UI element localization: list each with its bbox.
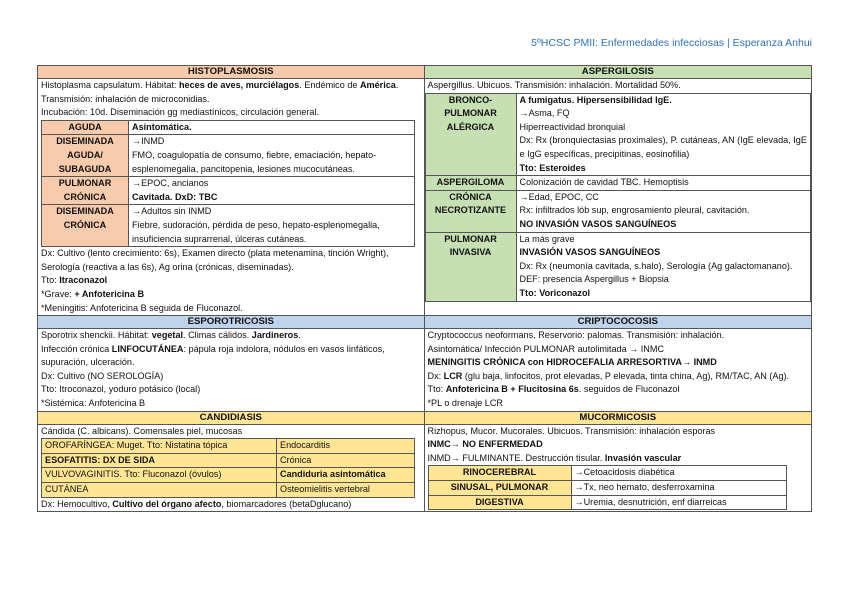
histoplasmosis-forms-table [41, 120, 415, 247]
table-row [428, 495, 786, 510]
candidiasis-systemic-form: Osteomielitis vertebral [277, 483, 415, 498]
form-label: DISEMINADA AGUDA/ SUBAGUDA [42, 135, 129, 177]
candidiasis-dx: Dx: Hemocultivo, Cultivo del órgano afecto, biomarcadores (betaDglucano) [41, 498, 352, 509]
form-label: AGUDA [42, 120, 129, 135]
form-desc: Colonización de cavidad TBC. Hemoptisis [516, 176, 811, 191]
table-row [428, 466, 786, 481]
table-row [425, 176, 811, 191]
form-desc: →EPOC, ancianos Cavitada. DxD: TBC [129, 177, 415, 205]
histoplasmosis-section [37, 65, 425, 316]
histoplasmosis-dx: Dx: Cultivo (lento crecimiento: 6s), Examen directo (plata metenamina, tinción Wright), Serología (reactiva a las 6s), Ag orina (crónicas, diseminadas). Tto: Itraconazol *Grave: + Anfotericina B *Meningitis: Anfotericina B seguida de Fluconazol. [41, 248, 389, 313]
mucormicosis-section [425, 412, 813, 513]
table-row [42, 177, 415, 205]
table-row [425, 232, 811, 301]
candidiasis-systemic-form: Endocarditis [277, 439, 415, 454]
form-desc: A fumigatus. Hipersensibilidad IgE. →Asma, FQ Hiperreactividad bronquial Dx: Rx (bronquiectasias proximales), P. cutáneas, AN (IgE elevada, IgE e IgG específicas, precipitinas, eosinofilia) Tto: Esteroides [516, 93, 811, 176]
table-row [42, 453, 415, 468]
form-label: RINOCEREBRAL [428, 466, 571, 481]
candidiasis-local-form: VULVOVAGINITIS. Tto: Fluconazol (óvulos) [42, 468, 277, 483]
criptococosis-body: Cryptococcus neoformans. Reservorio: palomas. Transmisión: inhalación. Asintomática/ Infección PULMONAR autolimitada → INMC MENINGITIS CRÓNICA con HIDROCEFALIA ARRESORTIVA→ INMD Dx: LCR (glu baja, linfocitos, prot elevadas, P elevada, tinta china, Ag), RM/TAC, AN (Ag). Tto: Anfotericina B + Flucitosina 6s. seguidos de Fluconazol *PL o drenaje LCR [427, 330, 790, 409]
table-row [425, 190, 811, 232]
aspergilosis-intro: Aspergillus. Ubicuos. Transmisión: inhalación. Mortalidad 50%. [427, 80, 681, 90]
candidiasis-local-form: CUTÁNEA [42, 483, 277, 498]
form-desc: →Tx, neo hemato, desferroxamina [571, 481, 786, 496]
candidiasis-local-form: OROFARÍNGEA: Muget. Tto: Nistatina tópica [42, 439, 277, 454]
form-desc: La más grave INVASIÓN VASOS SANGUÍNEOS Dx: Rx (neumonía cavitada, s.halo), Serología (Ag galactomanano). DEF: presencia Aspergillus + Biopsia Tto: Voriconazol [516, 232, 811, 301]
form-desc: →Adultos sin INMD Fiebre, sudoración, pérdida de peso, hepato-esplenomegalia, insuficiencia suprarrenal, úlceras cutáneas. [129, 205, 415, 247]
histoplasmosis-title: HISTOPLASMOSIS [38, 66, 424, 79]
candidiasis-systemic-form: Candiduria asintomática [277, 468, 415, 483]
form-label: PULMONAR INVASIVA [425, 232, 516, 301]
form-label: DIGESTIVA [428, 495, 571, 510]
criptococosis-section [425, 316, 813, 412]
form-label: SINUSAL, PULMONAR [428, 481, 571, 496]
table-row [42, 205, 415, 247]
table-row [425, 93, 811, 176]
criptococosis-title: CRIPTOCOCOSIS [425, 316, 812, 329]
aspergilosis-section [425, 65, 813, 316]
form-desc: →INMD FMO, coagulopatía de consumo, fiebre, emaciación, hepato-esplenomegalia, pancitopenia, lesiones mucocutáneas. [129, 135, 415, 177]
form-label: ASPERGILOMA [425, 176, 516, 191]
form-desc: Asintomática. [129, 120, 415, 135]
esporotricosis-section [37, 316, 425, 412]
esporotricosis-body: Sporotrix shenckii. Hábitat: vegetal. Climas cálidos. Jardineros. Infección crónica LINFOCUTÁNEA: pápula roja indolora, nódulos en vasos linfáticos, supuración, ulceración. Dx: Cultivo (NO SEROLOGÍA) Tto: Itroconazol, yoduro potásico (local) *Sistémica: Anfotericina B [41, 330, 385, 409]
form-desc: →Edad, EPOC, CC Rx: infiltrados lób sup, engrosamiento pleural, cavitación. NO INVASIÓN VASOS SANGUÍNEOS [516, 190, 811, 232]
histoplasmosis-intro: Histoplasma capsulatum. Hábitat: heces de aves, murciélagos. Endémico de América. Transmisión: inhalación de microconidias. Incubación: 10d. Diseminación gg mediastínicos, circulación general. [41, 80, 399, 118]
mucormicosis-title: MUCORMICOSIS [425, 412, 812, 425]
esporotricosis-title: ESPOROTRICOSIS [38, 316, 424, 329]
aspergilosis-forms-table [425, 93, 812, 302]
mucormicosis-forms-table [428, 465, 787, 510]
candidiasis-section [37, 412, 425, 513]
document-header: 5ºHCSC PMII: Enfermedades infecciosas | Esperanza Anhui [531, 37, 812, 49]
mucormicosis-body: Rizhopus, Mucor. Mucorales. Ubicuos. Transmisión: inhalación esporas INMC→ NO ENFERMEDAD INMD→ FULMINANTE. Destrucción tisular. Invasión vascular [427, 425, 716, 463]
table-row [42, 120, 415, 135]
candidiasis-forms-table [41, 438, 415, 497]
candidiasis-local-form: ESOFATITIS: DX DE SIDA [42, 453, 277, 468]
form-label: CRÓNICA NECROTIZANTE [425, 190, 516, 232]
aspergilosis-title: ASPERGILOSIS [425, 66, 812, 79]
table-row [42, 135, 415, 177]
candidiasis-intro: Cándida (C. albicans). Comensales piel, mucosas [41, 425, 243, 436]
form-label: BRONCO-PULMONAR ALÉRGICA [425, 93, 516, 176]
candidiasis-title: CANDIDIASIS [38, 412, 424, 425]
table-row [42, 439, 415, 454]
candidiasis-systemic-form: Crónica [277, 453, 415, 468]
summary-sheet [37, 65, 812, 512]
table-row [42, 468, 415, 483]
form-desc: →Cetoacidosis diabética [571, 466, 786, 481]
form-label: DISEMINADA CRÓNICA [42, 205, 129, 247]
form-label: PULMONAR CRÓNICA [42, 177, 129, 205]
table-row [428, 481, 786, 496]
form-desc: →Uremia, desnutrición, enf diarreicas [571, 495, 786, 510]
table-row [42, 483, 415, 498]
